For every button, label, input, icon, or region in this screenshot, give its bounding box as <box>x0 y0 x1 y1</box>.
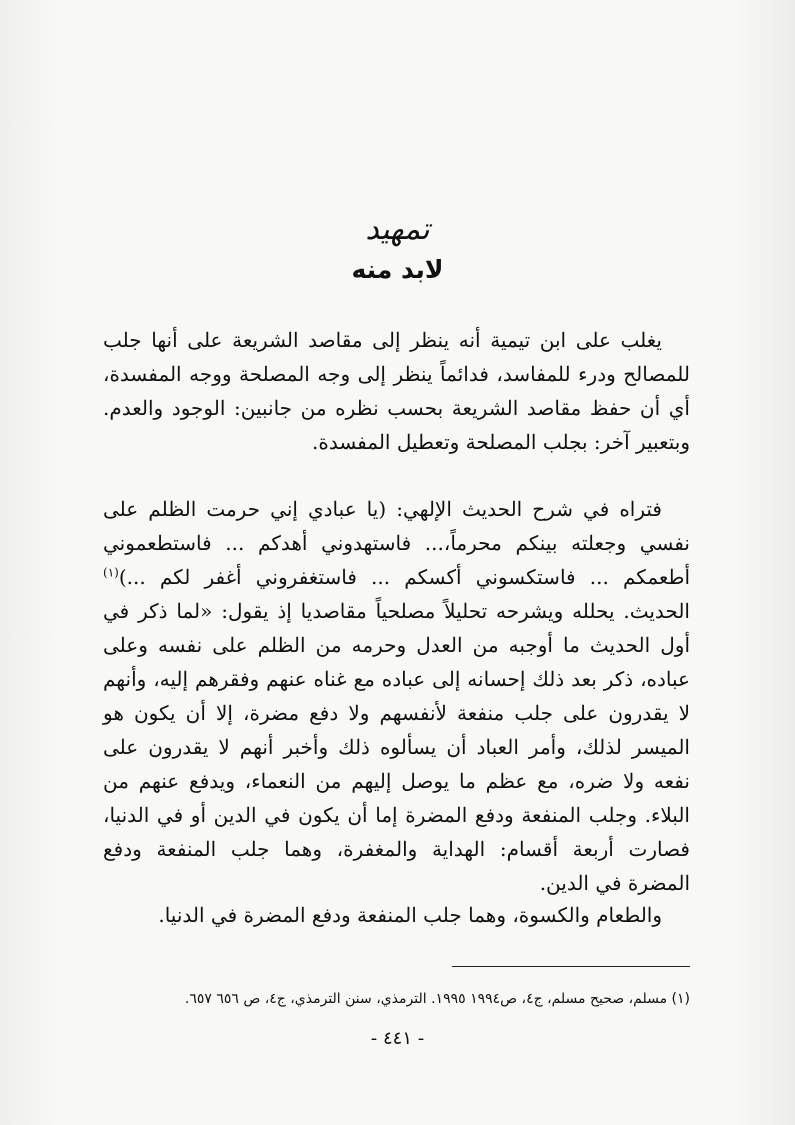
hadith-quote: فتراه في شرح الحديث الإلهي: (يا عبادي إني حرمت الظلم على نفسي وجعلته بينكم محرماً،... فاستهدوني أهدكم ... فاستطعموني أطعمكم ... فاستكسوني أكسكم ... فاستغفروني أغفر لكم ...) <box>103 497 690 589</box>
paragraph-2 <box>103 492 690 900</box>
paragraph-1 <box>103 323 690 459</box>
page-number: - ٤٤١ - <box>370 1028 425 1049</box>
paragraph-2-continuation: الحديث. يحلله ويشرحه تحليلاً مصلحياً مقاصديا إذ يقول: «لما ذكر في أول الحديث ما أوجبه من العدل وحرمه من الظلم على نفسه وعلى عباده، ذكر بعد ذلك إحسانه إلى عباده مع غناه عنهم وفقرهم إليه، وأنهم لا يقدرون على جلب منفعة لأنفسهم ولا دفع مضرة، إلا أن يكون هو الميسر لذلك، وأمر العباد أن يسألوه ذلك وأخبر أنهم لا يقدرون على نفعه ولا ضره، مع عظم ما يوصل إليهم من النعماء، ويدفع عنهم من البلاء. وجلب المنفعة ودفع المضرة إما أن يكون في الدين أو في الدنيا، فصارت أربعة أقسام: الهداية والمغفرة، وهما جلب المنفعة ودفع المضرة في الدين. <box>103 599 690 895</box>
footnote-reference: (١) <box>103 565 119 580</box>
section-subtitle: لابد منه <box>351 255 444 284</box>
paragraph-3: والطعام والكسوة، وهما جلب المنفعة ودفع المضرة في الدنيا. <box>158 903 662 927</box>
paragraph-2-text <box>103 492 690 900</box>
paragraph-1-text: يغلب على ابن تيمية أنه ينظر إلى مقاصد الشريعة على أنها جلب للمصالح ودرء للمفاسد، فدائماً ينظر إلى وجه المصلحة ووجه المفسدة، أي أن حفظ مقاصد الشريعة بحسب نظره من جانبين: الوجود والعدم. وبتعبير آخر: بجلب المصلحة وتعطيل المفسدة. <box>103 328 690 454</box>
footnote-divider <box>452 966 690 967</box>
footnote: (١) مسلم، صحيح مسلم، ج٤، ص١٩٩٤ ١٩٩٥. الترمذي، سنن الترمذي، ج٤، ص ٦٥٦ ٦٥٧. <box>184 991 690 1007</box>
section-title: تمهيد <box>365 212 430 247</box>
